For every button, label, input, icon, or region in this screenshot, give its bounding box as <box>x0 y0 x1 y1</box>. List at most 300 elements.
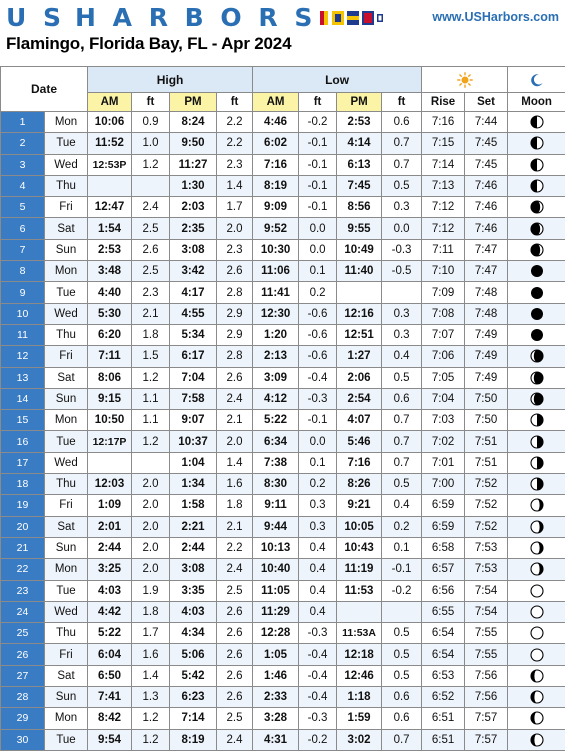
high-am-height: 2.0 <box>132 474 170 495</box>
low-pm-height: 0.5 <box>382 665 422 686</box>
sunrise-time: 6:59 <box>422 495 465 516</box>
page-header <box>0 0 565 66</box>
low-pm-time: 2:06 <box>337 367 382 388</box>
weekday: Sun <box>45 239 88 260</box>
low-pm-time: 10:43 <box>337 537 382 558</box>
low-am-time: 2:13 <box>253 346 299 367</box>
low-am-time: 6:02 <box>253 133 299 154</box>
table-row <box>1 495 565 516</box>
high-pm-time: 8:24 <box>170 112 217 133</box>
table-row <box>1 644 565 665</box>
high-am-time: 2:01 <box>88 516 132 537</box>
sunrise-time: 6:51 <box>422 708 465 729</box>
low-am-time: 7:16 <box>253 154 299 175</box>
moon-phase-cell <box>508 580 565 601</box>
table-row <box>1 623 565 644</box>
low-pm-time: 2:53 <box>337 112 382 133</box>
low-pm-time <box>337 601 382 622</box>
low-am-height: -0.3 <box>299 388 337 409</box>
high-am-time: 3:48 <box>88 261 132 282</box>
table-row <box>1 218 565 239</box>
moon-phase-cell <box>508 261 565 282</box>
high-pm-height: 2.0 <box>217 431 253 452</box>
tide-table <box>0 66 565 751</box>
weekday: Sun <box>45 537 88 558</box>
waning-crescent-moon-icon <box>530 222 544 236</box>
moon-phase-cell <box>508 729 565 750</box>
high-am-height: 1.2 <box>132 729 170 750</box>
weekday: Sat <box>45 218 88 239</box>
low-am-height: 0.1 <box>299 261 337 282</box>
low-am-time: 10:13 <box>253 537 299 558</box>
weekday: Mon <box>45 410 88 431</box>
sunset-time: 7:46 <box>465 197 508 218</box>
low-pm-height <box>382 601 422 622</box>
high-pm-height: 2.2 <box>217 112 253 133</box>
low-am-time: 12:30 <box>253 303 299 324</box>
low-am-time: 1:46 <box>253 665 299 686</box>
high-pm-height: 2.6 <box>217 644 253 665</box>
weekday: Wed <box>45 303 88 324</box>
day-number: 5 <box>1 197 45 218</box>
low-pm-time: 6:13 <box>337 154 382 175</box>
day-number: 25 <box>1 623 45 644</box>
sunrise-time: 7:12 <box>422 197 465 218</box>
high-am-height <box>132 175 170 196</box>
moon-phase-cell <box>508 474 565 495</box>
waning-crescent-moon-icon <box>530 243 544 257</box>
low-am-time: 8:19 <box>253 175 299 196</box>
table-row <box>1 282 565 303</box>
high-pm-time: 5:06 <box>170 644 217 665</box>
date-header: Date <box>1 67 88 112</box>
day-number: 1 <box>1 112 45 133</box>
high-am-time: 1:54 <box>88 218 132 239</box>
sunset-time: 7:52 <box>465 474 508 495</box>
low-pm-height: 0.6 <box>382 708 422 729</box>
low-pm-height: -0.5 <box>382 261 422 282</box>
low-am-height: 0.0 <box>299 431 337 452</box>
sunset-time: 7:56 <box>465 687 508 708</box>
weekday: Mon <box>45 708 88 729</box>
sunset-time: 7:53 <box>465 559 508 580</box>
low-am-time: 3:28 <box>253 708 299 729</box>
high-am-time: 6:50 <box>88 665 132 686</box>
high-am-height: 1.4 <box>132 665 170 686</box>
high-am-height: 2.1 <box>132 303 170 324</box>
high-pm-time: 1:04 <box>170 452 217 473</box>
high-am-time: 10:06 <box>88 112 132 133</box>
high-am-height: 1.2 <box>132 708 170 729</box>
high-am-height: 1.5 <box>132 346 170 367</box>
high-am-time: 1:09 <box>88 495 132 516</box>
table-row <box>1 559 565 580</box>
sunrise-time: 7:12 <box>422 218 465 239</box>
sunrise-time: 7:16 <box>422 112 465 133</box>
high-am-height: 0.9 <box>132 112 170 133</box>
high-pm-time: 7:58 <box>170 388 217 409</box>
sunrise-time: 7:11 <box>422 239 465 260</box>
low-pm-height: 0.5 <box>382 367 422 388</box>
table-row <box>1 346 565 367</box>
low-am-height: -0.1 <box>299 154 337 175</box>
high-am-time: 7:41 <box>88 687 132 708</box>
sun-header <box>422 67 508 93</box>
day-number: 2 <box>1 133 45 154</box>
high-am-height: 2.3 <box>132 282 170 303</box>
table-row <box>1 708 565 729</box>
high-pm-time: 3:42 <box>170 261 217 282</box>
weekday: Sat <box>45 665 88 686</box>
low-pm-height: 0.3 <box>382 197 422 218</box>
high-am-time: 5:30 <box>88 303 132 324</box>
low-pm-height: 0.5 <box>382 175 422 196</box>
high-am-time: 3:25 <box>88 559 132 580</box>
low-am-height: -0.1 <box>299 410 337 431</box>
sunrise-time: 7:01 <box>422 452 465 473</box>
high-pm-height: 2.5 <box>217 580 253 601</box>
low-pm-time: 10:49 <box>337 239 382 260</box>
weekday: Sun <box>45 687 88 708</box>
high-pm-height: 2.6 <box>217 623 253 644</box>
sunrise-time: 7:08 <box>422 303 465 324</box>
low-pm-time: 9:21 <box>337 495 382 516</box>
high-am-height: 1.8 <box>132 601 170 622</box>
high-am-time: 10:50 <box>88 410 132 431</box>
sunset-time: 7:47 <box>465 239 508 260</box>
high-pm-height: 2.4 <box>217 388 253 409</box>
waxing-crescent-moon-icon <box>530 371 544 385</box>
low-am-time: 4:12 <box>253 388 299 409</box>
sunset-time: 7:48 <box>465 303 508 324</box>
moon-phase-cell <box>508 495 565 516</box>
high-am-height: 2.6 <box>132 239 170 260</box>
full-moon-icon <box>530 605 544 619</box>
tide-table-body <box>1 112 565 751</box>
low-pm-height: 0.0 <box>382 218 422 239</box>
high-am-time: 11:52 <box>88 133 132 154</box>
low-pm-height: 0.7 <box>382 729 422 750</box>
low-am-height: 0.2 <box>299 282 337 303</box>
high-pm-height: 2.1 <box>217 410 253 431</box>
waning-crescent-moon-icon <box>530 200 544 214</box>
new-moon-icon <box>530 307 544 321</box>
high-pm-height: 1.4 <box>217 452 253 473</box>
high-pm-header: PM <box>170 93 217 112</box>
sunset-time: 7:49 <box>465 367 508 388</box>
high-pm-height: 1.6 <box>217 474 253 495</box>
high-am-height: 1.8 <box>132 324 170 345</box>
low-pm-time: 12:18 <box>337 644 382 665</box>
high-am-time: 4:03 <box>88 580 132 601</box>
weekday: Mon <box>45 559 88 580</box>
low-pm-height: 0.7 <box>382 431 422 452</box>
day-number: 4 <box>1 175 45 196</box>
sunrise-header: Rise <box>422 93 465 112</box>
sunset-time: 7:49 <box>465 324 508 345</box>
day-number: 7 <box>1 239 45 260</box>
sunset-time: 7:51 <box>465 452 508 473</box>
weekday: Sun <box>45 388 88 409</box>
high-am-time: 2:44 <box>88 537 132 558</box>
sunrise-time: 6:51 <box>422 729 465 750</box>
low-pm-height: 0.7 <box>382 133 422 154</box>
sunrise-time: 7:03 <box>422 410 465 431</box>
sunrise-time: 6:54 <box>422 644 465 665</box>
low-pm-time: 4:14 <box>337 133 382 154</box>
moon-phase-cell <box>508 324 565 345</box>
high-pm-time: 3:35 <box>170 580 217 601</box>
low-am-ft-header: ft <box>299 93 337 112</box>
low-pm-time: 7:16 <box>337 452 382 473</box>
table-row <box>1 239 565 260</box>
low-am-header: AM <box>253 93 299 112</box>
low-am-time: 1:05 <box>253 644 299 665</box>
low-am-height: 0.3 <box>299 495 337 516</box>
table-row <box>1 580 565 601</box>
high-pm-ft-header: ft <box>217 93 253 112</box>
low-am-time: 1:20 <box>253 324 299 345</box>
low-am-time: 9:09 <box>253 197 299 218</box>
low-am-height: -0.3 <box>299 708 337 729</box>
waning-gibbous-moon-icon <box>530 733 544 747</box>
day-number: 28 <box>1 687 45 708</box>
high-am-height: 1.1 <box>132 388 170 409</box>
low-pm-height: -0.2 <box>382 580 422 601</box>
high-pm-height: 2.2 <box>217 537 253 558</box>
table-row <box>1 601 565 622</box>
signal-flags-icon <box>320 10 384 26</box>
high-am-time: 9:54 <box>88 729 132 750</box>
weekday: Tue <box>45 580 88 601</box>
high-pm-time: 5:34 <box>170 324 217 345</box>
high-am-ft-header: ft <box>132 93 170 112</box>
low-pm-time: 11:53A <box>337 623 382 644</box>
low-am-height: -0.1 <box>299 197 337 218</box>
sunset-time: 7:55 <box>465 644 508 665</box>
high-pm-height: 2.2 <box>217 133 253 154</box>
weekday: Tue <box>45 282 88 303</box>
low-am-height: -0.4 <box>299 665 337 686</box>
low-am-height: -0.4 <box>299 687 337 708</box>
low-pm-height: 0.6 <box>382 687 422 708</box>
high-am-height: 1.3 <box>132 687 170 708</box>
day-number: 12 <box>1 346 45 367</box>
first-quarter-moon-icon <box>530 435 544 449</box>
moon-phase-cell <box>508 154 565 175</box>
high-pm-time: 7:04 <box>170 367 217 388</box>
day-number: 19 <box>1 495 45 516</box>
low-pm-height: 0.5 <box>382 644 422 665</box>
low-pm-time: 8:26 <box>337 474 382 495</box>
first-quarter-moon-icon <box>530 477 544 491</box>
high-pm-height: 2.9 <box>217 324 253 345</box>
weekday: Wed <box>45 154 88 175</box>
high-am-height: 2.0 <box>132 516 170 537</box>
sunset-time: 7:47 <box>465 261 508 282</box>
day-number: 17 <box>1 452 45 473</box>
high-am-time: 5:22 <box>88 623 132 644</box>
high-pm-height: 1.7 <box>217 197 253 218</box>
moon-phase-cell <box>508 708 565 729</box>
day-number: 13 <box>1 367 45 388</box>
high-pm-height: 2.8 <box>217 282 253 303</box>
low-pm-time: 7:45 <box>337 175 382 196</box>
sunrise-time: 6:54 <box>422 623 465 644</box>
high-pm-height: 2.0 <box>217 218 253 239</box>
high-am-height: 1.2 <box>132 154 170 175</box>
low-header: Low <box>253 67 422 93</box>
sunrise-time: 7:14 <box>422 154 465 175</box>
high-pm-time: 1:30 <box>170 175 217 196</box>
moon-phase-cell <box>508 431 565 452</box>
high-am-height: 1.2 <box>132 367 170 388</box>
moon-phase-cell <box>508 239 565 260</box>
high-am-height: 2.0 <box>132 537 170 558</box>
low-pm-height: -0.1 <box>382 559 422 580</box>
site-url-link[interactable]: www.USHarbors.com <box>432 10 559 24</box>
moon-header <box>508 67 565 93</box>
high-pm-height: 2.6 <box>217 665 253 686</box>
table-row <box>1 474 565 495</box>
moon-phase-header: Moon <box>508 93 565 112</box>
high-pm-time: 2:35 <box>170 218 217 239</box>
high-pm-time: 3:08 <box>170 559 217 580</box>
high-am-time: 4:40 <box>88 282 132 303</box>
low-am-time: 6:34 <box>253 431 299 452</box>
high-am-height: 1.1 <box>132 410 170 431</box>
high-am-time <box>88 175 132 196</box>
high-am-time: 9:15 <box>88 388 132 409</box>
moon-phase-cell <box>508 346 565 367</box>
day-number: 8 <box>1 261 45 282</box>
sunrise-time: 7:05 <box>422 367 465 388</box>
low-pm-height <box>382 282 422 303</box>
weekday: Thu <box>45 175 88 196</box>
sunrise-time: 6:56 <box>422 580 465 601</box>
table-row <box>1 324 565 345</box>
low-am-height: 0.0 <box>299 239 337 260</box>
sunrise-time: 7:06 <box>422 346 465 367</box>
full-moon-icon <box>530 626 544 640</box>
moon-phase-cell <box>508 665 565 686</box>
low-am-time: 4:31 <box>253 729 299 750</box>
weekday: Wed <box>45 601 88 622</box>
waning-gibbous-moon-icon <box>530 669 544 683</box>
day-number: 21 <box>1 537 45 558</box>
high-am-header: AM <box>88 93 132 112</box>
weekday: Fri <box>45 197 88 218</box>
high-am-time: 4:42 <box>88 601 132 622</box>
table-row <box>1 431 565 452</box>
moon-phase-cell <box>508 601 565 622</box>
high-am-height: 2.5 <box>132 261 170 282</box>
weekday: Fri <box>45 346 88 367</box>
weekday: Mon <box>45 112 88 133</box>
sunrise-time: 6:57 <box>422 559 465 580</box>
sun-icon <box>457 72 473 88</box>
sunset-time: 7:51 <box>465 431 508 452</box>
high-am-height: 2.0 <box>132 559 170 580</box>
sunrise-time: 7:09 <box>422 282 465 303</box>
sunrise-time: 7:10 <box>422 261 465 282</box>
high-am-height: 1.2 <box>132 431 170 452</box>
sunrise-time: 7:00 <box>422 474 465 495</box>
low-pm-height: 0.2 <box>382 516 422 537</box>
low-pm-time: 12:51 <box>337 324 382 345</box>
high-pm-time: 9:07 <box>170 410 217 431</box>
low-am-time: 9:44 <box>253 516 299 537</box>
high-pm-time: 4:03 <box>170 601 217 622</box>
moon-phase-cell <box>508 644 565 665</box>
sunset-time: 7:54 <box>465 580 508 601</box>
moon-phase-cell <box>508 112 565 133</box>
sunset-time: 7:52 <box>465 495 508 516</box>
sunrise-time: 6:58 <box>422 537 465 558</box>
last-quarter-moon-icon <box>530 136 544 150</box>
low-am-time: 11:41 <box>253 282 299 303</box>
high-am-time: 7:11 <box>88 346 132 367</box>
low-pm-height: 0.7 <box>382 154 422 175</box>
new-moon-icon <box>530 286 544 300</box>
low-pm-time: 12:46 <box>337 665 382 686</box>
high-am-height: 1.7 <box>132 623 170 644</box>
weekday: Sat <box>45 367 88 388</box>
last-quarter-moon-icon <box>530 115 544 129</box>
low-pm-time: 3:02 <box>337 729 382 750</box>
table-row <box>1 729 565 750</box>
day-number: 14 <box>1 388 45 409</box>
low-pm-time: 9:55 <box>337 218 382 239</box>
high-am-height: 2.0 <box>132 495 170 516</box>
moon-phase-cell <box>508 282 565 303</box>
new-moon-icon <box>530 328 544 342</box>
day-number: 6 <box>1 218 45 239</box>
day-number: 29 <box>1 708 45 729</box>
sunrise-time: 7:04 <box>422 388 465 409</box>
high-am-time: 6:20 <box>88 324 132 345</box>
low-am-time: 11:29 <box>253 601 299 622</box>
waxing-gibbous-moon-icon <box>530 562 544 576</box>
sunset-time: 7:57 <box>465 729 508 750</box>
day-number: 18 <box>1 474 45 495</box>
sunset-time: 7:53 <box>465 537 508 558</box>
high-am-time: 6:04 <box>88 644 132 665</box>
high-pm-height: 2.3 <box>217 239 253 260</box>
sunrise-time: 7:13 <box>422 175 465 196</box>
high-pm-height: 2.6 <box>217 367 253 388</box>
high-am-time: 12:17P <box>88 431 132 452</box>
sunset-header: Set <box>465 93 508 112</box>
low-pm-time: 1:59 <box>337 708 382 729</box>
low-am-time: 4:46 <box>253 112 299 133</box>
low-pm-height: 0.5 <box>382 474 422 495</box>
high-pm-time: 1:58 <box>170 495 217 516</box>
high-pm-time: 7:14 <box>170 708 217 729</box>
waning-gibbous-moon-icon <box>530 690 544 704</box>
low-pm-time: 1:18 <box>337 687 382 708</box>
brand-wordmark: U S H A R B O R S <box>6 3 317 32</box>
table-row <box>1 410 565 431</box>
low-pm-height: -0.3 <box>382 239 422 260</box>
table-row <box>1 154 565 175</box>
day-number: 9 <box>1 282 45 303</box>
sunset-time: 7:45 <box>465 133 508 154</box>
sunrise-time: 6:53 <box>422 665 465 686</box>
waning-gibbous-moon-icon <box>530 711 544 725</box>
weekday: Thu <box>45 324 88 345</box>
moon-phase-cell <box>508 452 565 473</box>
